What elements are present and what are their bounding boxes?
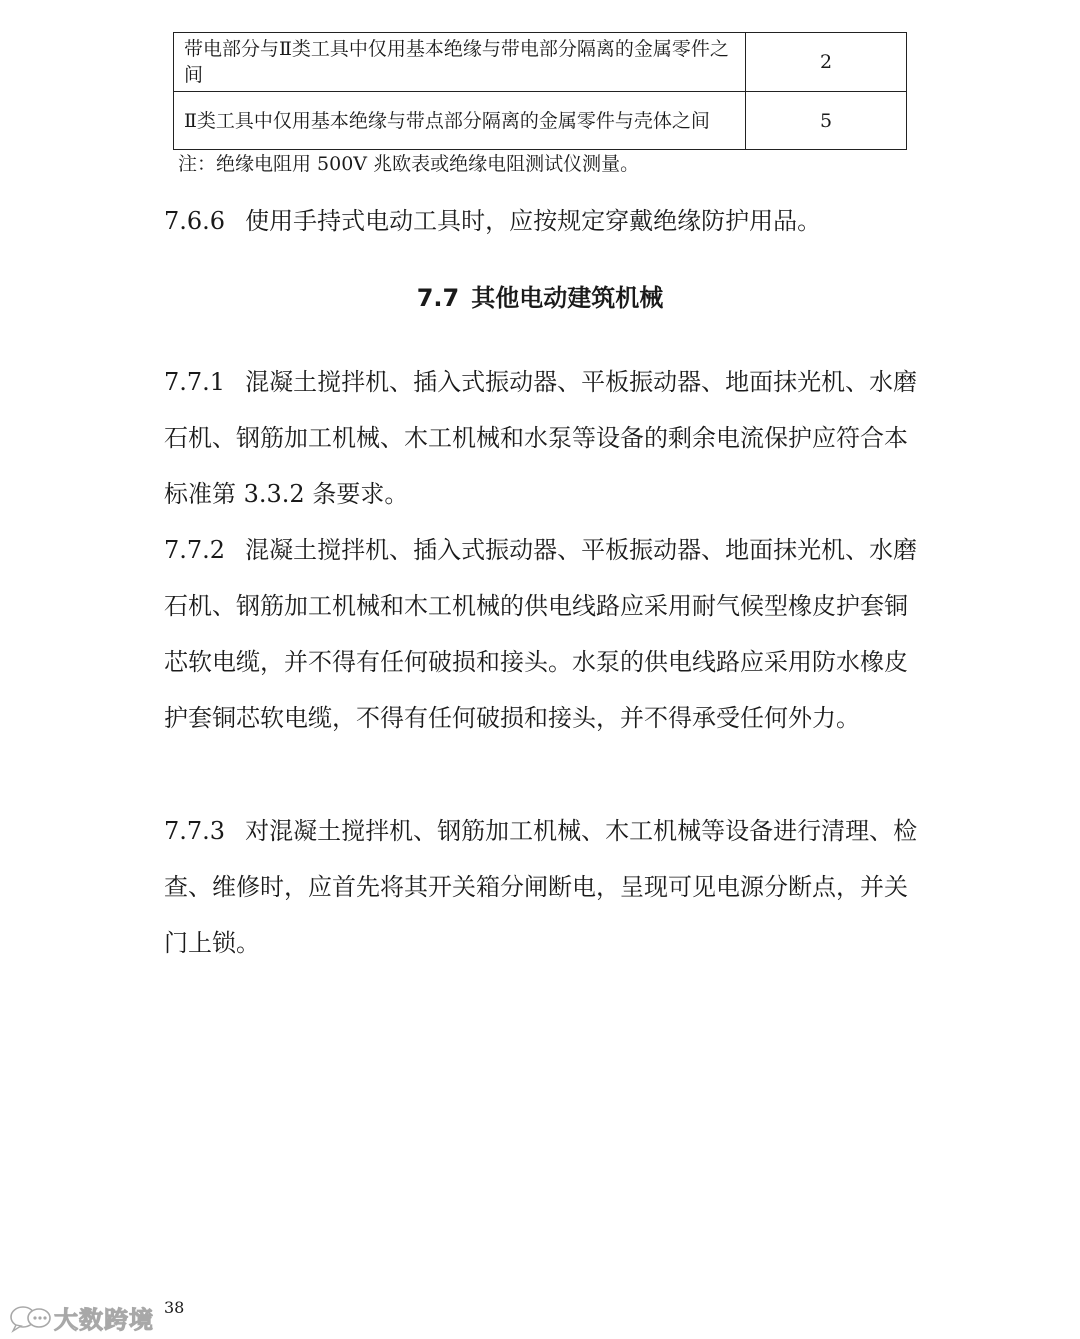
table-note: 注：绝缘电阻用 500V 兆欧表或绝缘电阻测试仪测量。 — [178, 153, 640, 175]
table-cell-value: 2 — [746, 33, 907, 92]
section-title: 其他电动建筑机械 — [471, 284, 664, 312]
clause-text: 混凝土搅拌机、插入式振动器、平板振动器、地面抹光机、水磨石机、钢筋加工机械和木工机械的供电线路应采用耐气候型橡皮护套铜芯软电缆，并不得有任何破损和接头。水泵的供电线路应采用防水橡皮护套铜芯软电缆，不得有任何破损和接头，并不得承受任何外力。 — [164, 536, 918, 732]
clause-text: 混凝土搅拌机、插入式振动器、平板振动器、地面抹光机、水磨石机、钢筋加工机械、木工机械和水泵等设备的剩余电流保护应符合本标准第 3.3.2 条要求。 — [164, 368, 918, 508]
table-row — [174, 92, 907, 150]
clause-7-6-6 — [164, 193, 924, 249]
page-number: 38 — [164, 1298, 185, 1317]
table-cell-description: 带电部分与Ⅱ类工具中仅用基本绝缘与带电部分隔离的金属零件之间 — [174, 33, 746, 92]
clause-number: 7.6.6 — [164, 207, 226, 235]
clause-number: 7.7.1 — [164, 368, 226, 396]
table-cell-value: 5 — [746, 92, 907, 150]
section-number: 7.7 — [416, 284, 460, 312]
watermark-text: 大数跨境 — [54, 1306, 154, 1334]
clause-7-7-2 — [164, 522, 924, 746]
chat-bubble-logo-icon — [8, 1303, 54, 1333]
table-cell-description: Ⅱ类工具中仅用基本绝缘与带点部分隔离的金属零件与壳体之间 — [174, 92, 746, 150]
clause-7-7-3 — [164, 803, 924, 971]
clause-number: 7.7.2 — [164, 536, 226, 564]
clause-text: 对混凝土搅拌机、钢筋加工机械、木工机械等设备进行清理、检查、维修时，应首先将其开关箱分闸断电，呈现可见电源分断点，并关门上锁。 — [164, 817, 918, 957]
section-heading — [0, 278, 1080, 318]
clause-7-7-1 — [164, 354, 924, 522]
insulation-resistance-table — [173, 32, 907, 150]
watermark — [8, 1300, 154, 1335]
clause-text: 使用手持式电动工具时，应按规定穿戴绝缘防护用品。 — [245, 207, 822, 235]
table-row — [174, 33, 907, 92]
clause-number: 7.7.3 — [164, 817, 226, 845]
